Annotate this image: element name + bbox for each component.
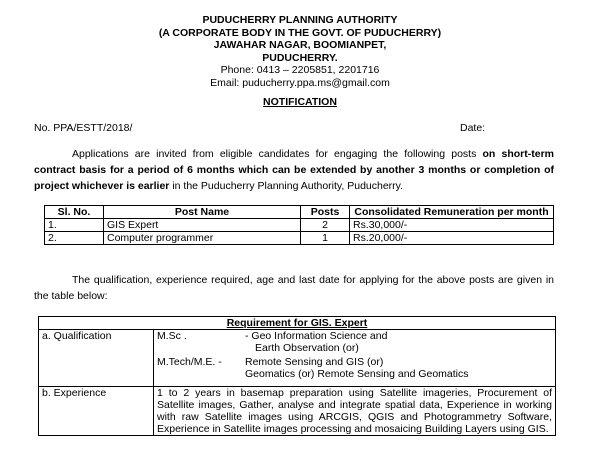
experience-value: 1 to 2 years in basemap preparation using Satellite imageries, Procurement of Satellite images, Gather, analyse and integrate spatial data, Experience in working with raw Satellite images using ARCGIS, QGIS and Photogrammetry Software, Experience in Satellite images processing and mosaicing Building Layers using GIS. (154, 387, 556, 436)
intro-text-bold: on short-term contract basis for a period of 6 months which can be extended by another 3 months or completion of project whichever is earlier (34, 148, 555, 192)
row-count: 2 (301, 219, 350, 232)
table-row (45, 219, 554, 232)
experience-label: b. Experience (39, 387, 154, 436)
row-post: GIS Expert (104, 219, 301, 232)
intro-paragraph (34, 146, 554, 194)
requirement-title: Requirement for GIS. Expert (39, 317, 556, 330)
phone: Phone: 0413 – 2205851, 2201716 (220, 64, 380, 76)
row-pay: Rs.20,000/- (350, 232, 554, 245)
intro-text-2: in the Puducherry Planning Authority, Puducherry. (169, 180, 404, 192)
table-row (45, 232, 554, 245)
mtech-line-1: Remote Sensing and GIS (or) (245, 356, 384, 368)
qualification-intro-text: The qualification, experience required, age and last date for applying for the above posts are given in the table below: (34, 274, 554, 302)
letterhead (0, 14, 600, 89)
email: Email: puducherry.ppa.ms@gmail.com (210, 76, 390, 89)
posts-table (44, 205, 554, 245)
notification-title: NOTIFICATION (263, 96, 337, 108)
header-remuneration: Consolidated Remuneration per month (350, 206, 554, 219)
org-name: PUDUCHERRY PLANNING AUTHORITY (202, 14, 398, 26)
qualification-row (39, 330, 556, 387)
org-subtitle: (A CORPORATE BODY IN THE GOVT. OF PUDUCHERRY) (158, 26, 442, 39)
posts-table-header (45, 206, 554, 219)
requirement-table (38, 316, 556, 436)
header-post-name: Post Name (104, 206, 301, 219)
row-pay: Rs.30,000/- (350, 219, 554, 232)
row-sl: 2. (45, 232, 104, 245)
row-sl: 1. (45, 219, 104, 232)
reference-number: No. PPA/ESTT/2018/ (34, 122, 133, 134)
row-post: Computer programmer (104, 232, 301, 245)
mtech-key: M.Tech/M.E. - (157, 356, 222, 368)
experience-row (39, 387, 556, 436)
msc-line-2: Earth Observation (or) (255, 342, 359, 354)
date-label: Date: (460, 122, 486, 134)
msc-key: M.Sc . (157, 330, 187, 342)
msc-line-1: - Geo Information Science and (245, 330, 388, 342)
address-line-1: JAWAHAR NAGAR, BOOMIANPET, (213, 39, 387, 51)
row-count: 1 (301, 232, 350, 245)
header-sl-no: Sl. No. (45, 206, 104, 219)
qualification-intro (34, 272, 554, 304)
mtech-line-2: Geomatics (or) Remote Sensing and Geomatics (245, 368, 469, 380)
address-line-2: PUDUCHERRY. (262, 51, 338, 64)
qualification-value (154, 330, 556, 387)
qualification-label: a. Qualification (39, 330, 154, 387)
header-posts: Posts (301, 206, 350, 219)
intro-text-1: Applications are invited from eligible candidates for engaging the following posts (72, 148, 483, 160)
